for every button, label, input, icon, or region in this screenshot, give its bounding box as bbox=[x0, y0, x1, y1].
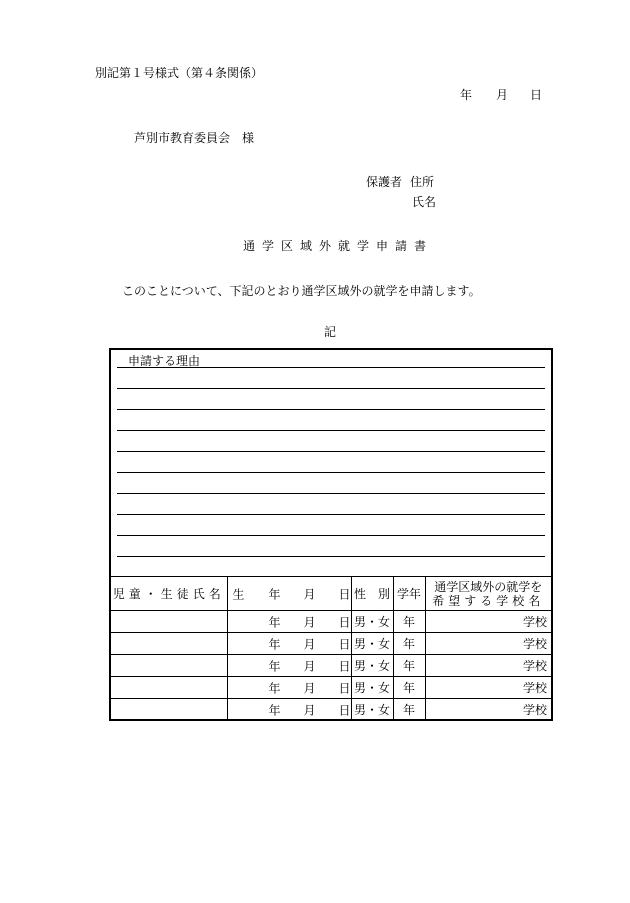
reason-line[interactable] bbox=[117, 367, 545, 368]
gender-cell[interactable]: 男・女 bbox=[351, 699, 393, 721]
addressee: 芦別市教育委員会 様 bbox=[134, 131, 255, 145]
reason-line[interactable] bbox=[117, 472, 545, 473]
form-label: 別記第１号様式（第４条関係） bbox=[95, 66, 264, 80]
reason-line[interactable] bbox=[117, 535, 545, 536]
table-row bbox=[111, 633, 551, 655]
birthdate-cell[interactable]: 年 月 日 bbox=[227, 677, 351, 699]
student-name-cell[interactable] bbox=[111, 655, 227, 677]
gender-cell[interactable]: 男・女 bbox=[351, 611, 393, 633]
grade-cell[interactable]: 年 bbox=[393, 655, 425, 677]
grade-cell[interactable]: 年 bbox=[393, 611, 425, 633]
reason-line[interactable] bbox=[117, 556, 545, 557]
birthdate-cell[interactable]: 年 月 日 bbox=[227, 633, 351, 655]
gender-cell[interactable]: 男・女 bbox=[351, 655, 393, 677]
header-grade: 学年 bbox=[393, 577, 425, 611]
date-year: 年 bbox=[460, 88, 473, 102]
reason-line[interactable] bbox=[117, 388, 545, 389]
school-cell[interactable]: 学校 bbox=[425, 611, 551, 633]
gender-cell[interactable]: 男・女 bbox=[351, 677, 393, 699]
date-month: 月 bbox=[496, 88, 509, 102]
header-student-name: 児童・生徒氏名 bbox=[111, 577, 227, 611]
reason-line[interactable] bbox=[117, 493, 545, 494]
name-label: 氏名 bbox=[412, 195, 437, 209]
reason-line[interactable] bbox=[117, 451, 545, 452]
school-cell[interactable]: 学校 bbox=[425, 677, 551, 699]
table-row bbox=[111, 677, 551, 699]
school-cell[interactable]: 学校 bbox=[425, 655, 551, 677]
school-cell[interactable]: 学校 bbox=[425, 633, 551, 655]
date-day: 日 bbox=[530, 88, 543, 102]
header-desired-school: 通学区域外の就学を 希望する学校名 bbox=[425, 577, 551, 611]
table-header-row bbox=[111, 577, 551, 611]
table-row bbox=[111, 699, 551, 721]
document-title: 通学区域外就学申請書 bbox=[243, 239, 434, 253]
table-row bbox=[111, 611, 551, 633]
address-label: 住所 bbox=[410, 175, 435, 189]
student-name-cell[interactable] bbox=[111, 611, 227, 633]
application-form-box bbox=[109, 348, 553, 721]
student-name-cell[interactable] bbox=[111, 699, 227, 721]
birthdate-cell[interactable]: 年 月 日 bbox=[227, 611, 351, 633]
header-birthdate: 生 年 月 日 bbox=[227, 577, 351, 611]
birthdate-cell[interactable]: 年 月 日 bbox=[227, 655, 351, 677]
guardian-label: 保護者 bbox=[366, 175, 403, 189]
birthdate-cell[interactable]: 年 月 日 bbox=[227, 699, 351, 721]
school-cell[interactable]: 学校 bbox=[425, 699, 551, 721]
header-gender: 性 別 bbox=[351, 577, 393, 611]
reason-line[interactable] bbox=[117, 409, 545, 410]
reason-line[interactable] bbox=[117, 514, 545, 515]
table-row bbox=[111, 655, 551, 677]
reason-line[interactable] bbox=[117, 430, 545, 431]
ki-label: 記 bbox=[324, 325, 337, 339]
grade-cell[interactable]: 年 bbox=[393, 677, 425, 699]
grade-cell[interactable]: 年 bbox=[393, 699, 425, 721]
student-table bbox=[111, 576, 551, 720]
reason-label: 申請する理由 bbox=[128, 354, 201, 368]
grade-cell[interactable]: 年 bbox=[393, 633, 425, 655]
student-name-cell[interactable] bbox=[111, 633, 227, 655]
student-name-cell[interactable] bbox=[111, 677, 227, 699]
body-text: このことについて、下記のとおり通学区域外の就学を申請します。 bbox=[122, 284, 481, 298]
gender-cell[interactable]: 男・女 bbox=[351, 633, 393, 655]
